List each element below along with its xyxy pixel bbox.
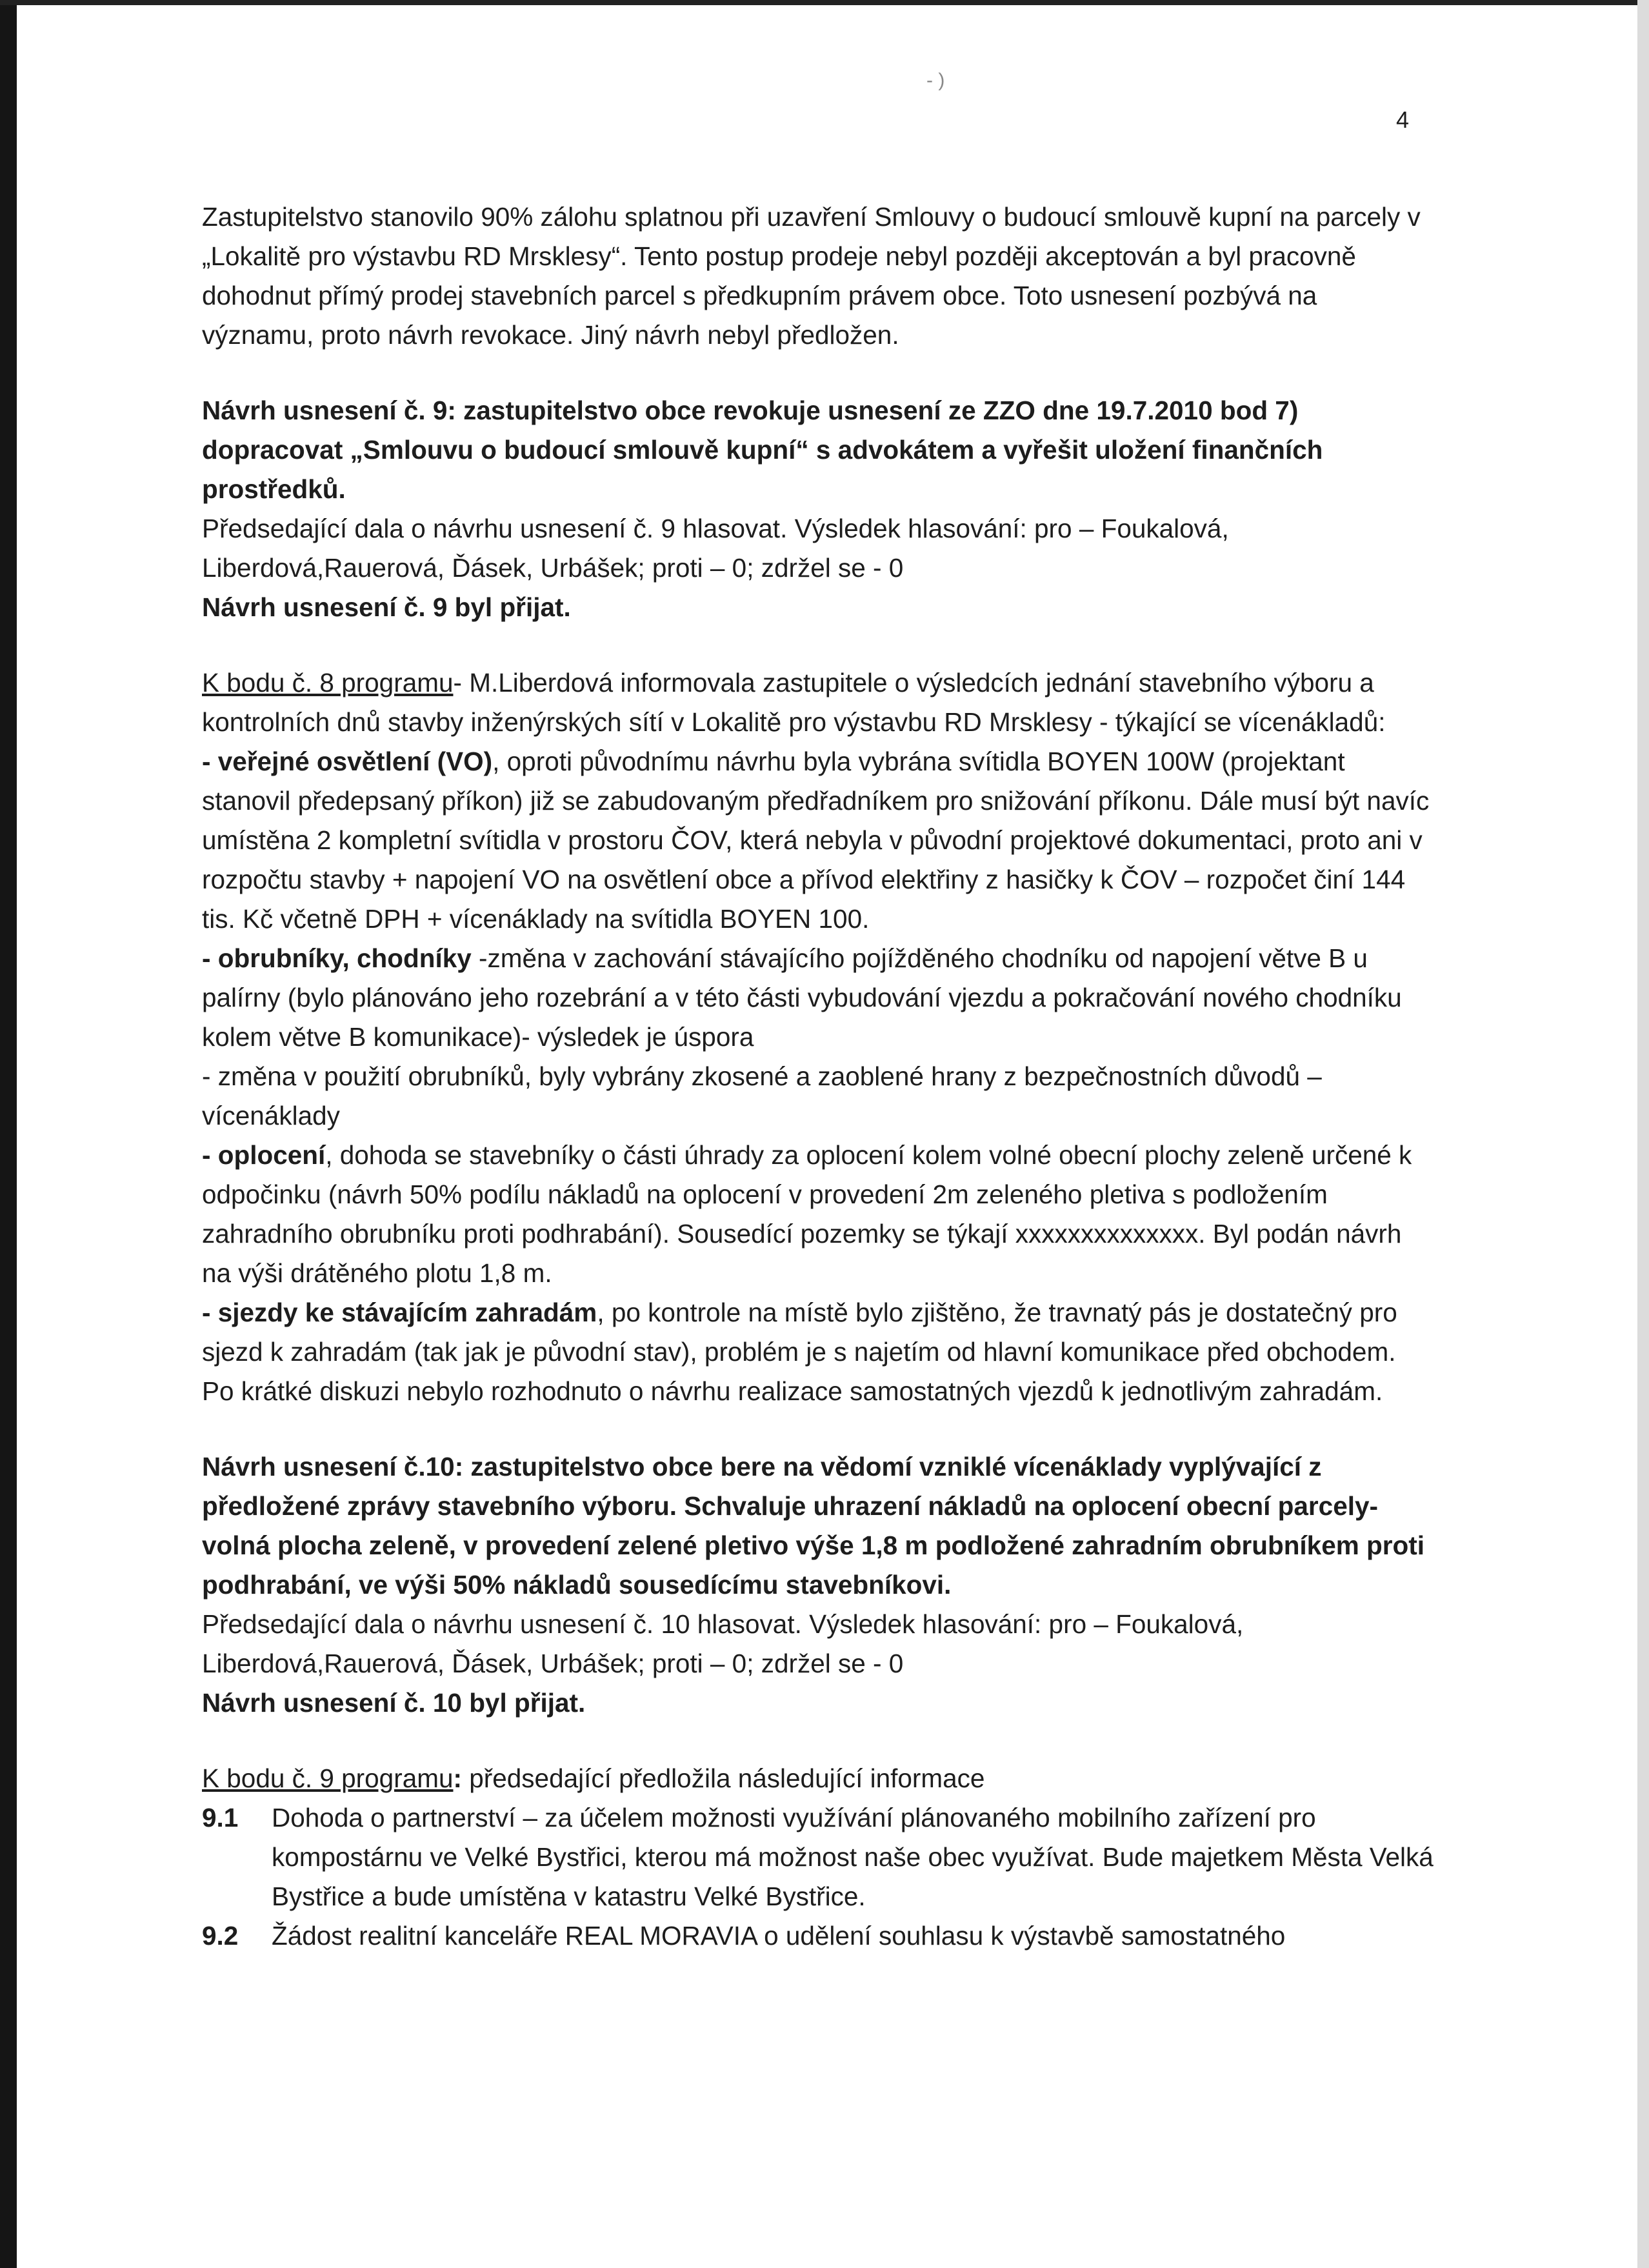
driveways-text: , po kontrole na místě bylo zjištěno, že travnatý pás je dostatečný pro sjezd k zahradám (tak jak je původní stav), problém je s najetím od hlavní komunikace před obchodem. Po krátké diskuzi nebylo rozhodnuto o návrhu realizace samostatných vjezdů k jednotlivým zahradám.	[202, 1298, 1397, 1406]
point-9-heading: K bodu č. 9 programu	[202, 1763, 454, 1793]
point-8-fence	[202, 1136, 1434, 1293]
list-item-text: Dohoda o partnerství – za účelem možnosti využívání plánovaného mobilního zařízení pro kompostárnu ve Velké Bystřici, kterou má možnost naše obec využívat. Bude majetkem Města Velká Bystřice a bude umístěna v katastru Velké Bystřice.	[272, 1803, 1434, 1911]
resolution-9-title: Návrh usnesení č. 9: zastupitelstvo obce revokuje usnesení ze ZZO dne 19.7.2010 bod 7) dopracovat „Smlouvu o budoucí smlouvě kupní“ s advokátem a vyřešit uložení finančních prostředků.	[202, 396, 1323, 504]
driveways-label: - sjezdy ke stávajícím zahradám	[202, 1298, 597, 1327]
point-9-intro: předsedající předložila následující informace	[461, 1763, 985, 1793]
document-page	[17, 5, 1637, 2268]
scan-border-left	[0, 0, 17, 2268]
list-item-number: 9.1	[202, 1803, 239, 1832]
list-item	[202, 1916, 1434, 1956]
page-number: 4	[1396, 106, 1410, 133]
point-8-intro-paragraph	[202, 663, 1434, 742]
fence-label: - oplocení	[202, 1140, 326, 1170]
resolution-10-vote: Předsedající dala o návrhu usnesení č. 10 hlasovat. Výsledek hlasování: pro – Foukalová, Liberdová,Rauerová, Ďásek, Urbášek; proti – 0; zdržel se - 0	[202, 1609, 1244, 1678]
stray-pen-mark: - )	[926, 70, 945, 91]
scan-border-top	[0, 0, 1649, 5]
point-8-lighting	[202, 742, 1434, 939]
fence-text: , dohoda se stavebníky o části úhrady za oplocení kolem volné obecní plochy zeleně určené k odpočinku (návrh 50% podílu nákladů na oplocení v provedení 2m zeleného pletiva s podložením zahradního obrubníku proti podhrabání). Sousedící pozemky se týkají xxxxxxxxxxxxxx. Byl podán návrh na výši drátěného plotu 1,8 m.	[202, 1140, 1412, 1288]
curbs-text: -změna v zachování stávajícího pojížděného chodníku od napojení větve B u palírny (bylo plánováno jeho rozebrání a v této části vybudování vjezdu a pokračování nového chodníku kolem větve B komunikace)- výsledek je úspora	[202, 943, 1402, 1052]
resolution-9-result: Návrh usnesení č. 9 byl přijat.	[202, 592, 571, 622]
point-8-curbs	[202, 939, 1434, 1057]
point-8-curbs-change: - změna v použití obrubníků, byly vybrány zkosené a zaoblené hrany z bezpečnostních důvodů – vícenáklady	[202, 1061, 1322, 1130]
lighting-label: - veřejné osvětlení (VO)	[202, 747, 493, 776]
point-8-driveways	[202, 1293, 1434, 1411]
scan-border-right	[1637, 0, 1649, 2268]
list-item-number: 9.2	[202, 1921, 239, 1951]
resolution-10-result: Návrh usnesení č. 10 byl přijat.	[202, 1688, 586, 1718]
point-8-heading: K bodu č. 8 programu	[202, 668, 454, 697]
curbs-label: - obrubníky, chodníky	[202, 943, 472, 973]
list-item-text: Žádost realitní kanceláře REAL MORAVIA o udělení souhlasu k výstavbě samostatného	[272, 1921, 1286, 1951]
list-item	[202, 1798, 1434, 1916]
document-body	[202, 197, 1434, 1956]
point-9-heading-colon: :	[453, 1763, 462, 1793]
point-9-intro-paragraph	[202, 1759, 1434, 1798]
paragraph-revocation-context: Zastupitelstvo stanovilo 90% zálohu splatnou při uzavření Smlouvy o budoucí smlouvě kupní na parcely v „Lokalitě pro výstavbu RD Mrsklesy“. Tento postup prodeje nebyl později akceptován a byl pracovně dohodnut přímý prodej stavebních parcel s předkupním právem obce. Toto usnesení pozbývá na významu, proto návrh revokace. Jiný návrh nebyl předložen.	[202, 202, 1421, 350]
lighting-text: , oproti původnímu návrhu byla vybrána svítidla BOYEN 100W (projektant stanovil předepsaný příkon) již se zabudovaným předřadníkem pro snižování příkonu. Dále musí být navíc umístěna 2 kompletní svítidla v prostoru ČOV, která nebyla v původní projektové dokumentaci, proto ani v rozpočtu stavby + napojení VO na osvětlení obce a přívod elektřiny z hasičky k ČOV – rozpočet činí 144 tis. Kč včetně DPH + vícenáklady na svítidla BOYEN 100.	[202, 747, 1430, 934]
resolution-10-title: Návrh usnesení č.10: zastupitelstvo obce bere na vědomí vzniklé vícenáklady vyplývající z předložené zprávy stavebního výboru. Schvaluje uhrazení nákladů na oplocení obecní parcely- volná plocha zeleně, v provedení zelené pletivo výše 1,8 m podložené zahradním obrubníkem proti podhrabání, ve výši 50% nákladů sousedícímu stavebníkovi.	[202, 1452, 1424, 1600]
point-8-intro: - M.Liberdová informovala zastupitele o výsledcích jednání stavebního výboru a kontrolních dnů stavby inženýrských sítí v Lokalitě pro výstavbu RD Mrsklesy - týkající se vícenákladů:	[202, 668, 1386, 737]
resolution-9-vote: Předsedající dala o návrhu usnesení č. 9 hlasovat. Výsledek hlasování: pro – Foukalová, Liberdová,Rauerová, Ďásek, Urbášek; proti – 0; zdržel se - 0	[202, 514, 1229, 583]
